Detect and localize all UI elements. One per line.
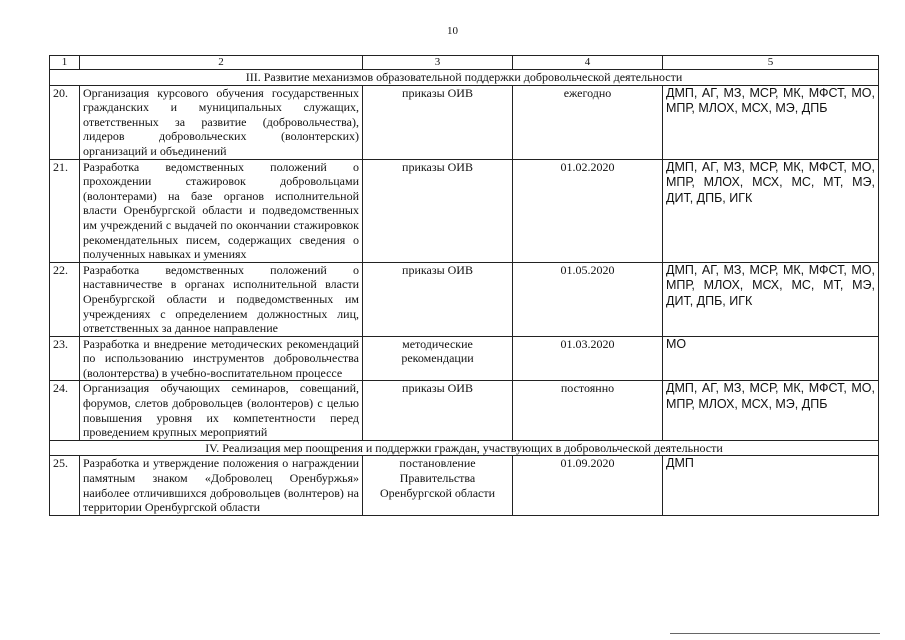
executors: ДМП, АГ, МЗ, МСР, МК, МФСТ, МО, МПР, МЛОХ, МСХ, МЭ, ДПБ — [663, 381, 879, 440]
column-header-3: 3 — [363, 56, 513, 70]
deadline: постоянно — [513, 381, 663, 440]
section-heading-row — [50, 70, 879, 86]
footer-rule — [670, 633, 880, 634]
table-row — [50, 262, 879, 336]
row-number: 20. — [50, 85, 80, 159]
table-row — [50, 85, 879, 159]
document-type: методические рекомендации — [363, 336, 513, 381]
row-number: 21. — [50, 159, 80, 262]
document-type: приказы ОИВ — [363, 381, 513, 440]
column-number-row — [50, 56, 879, 70]
activity-name: Разработка ведомственных положений о наставничестве в органах исполнительной власти Оренбургской области и подведомственных им учреждениях с определением должностных лиц, ответственных за данное направление — [80, 262, 363, 336]
row-number: 25. — [50, 456, 80, 515]
activity-name: Организация обучающих семинаров, совещаний, форумов, слетов добровольцев (волонтеров) с целью повышения уровня их компетентности перед проведением крупных мероприятий — [80, 381, 363, 440]
executors: ДМП, АГ, МЗ, МСР, МК, МФСТ, МО, МПР, МЛОХ, МСХ, МС, МТ, МЭ, ДИТ, ДПБ, ИГК — [663, 262, 879, 336]
activity-name: Разработка и внедрение методических рекомендаций по использованию инструментов добровольчества (волонтерства) в учебно-воспитательном процессе — [80, 336, 363, 381]
page-number: 10 — [447, 25, 458, 37]
row-number: 24. — [50, 381, 80, 440]
deadline: 01.03.2020 — [513, 336, 663, 381]
row-number: 22. — [50, 262, 80, 336]
table-row — [50, 456, 879, 515]
activity-name: Организация курсового обучения государственных гражданских и муниципальных служащих, ответственных за развитие (добровольчества), лидеров добровольческих (волонтерских) организаций и объединений — [80, 85, 363, 159]
document-type: приказы ОИВ — [363, 262, 513, 336]
table-row — [50, 381, 879, 440]
document-type: приказы ОИВ — [363, 85, 513, 159]
section-title: III. Развитие механизмов образовательной поддержки добровольческой деятельности — [50, 70, 879, 86]
table-row — [50, 159, 879, 262]
document-type: приказы ОИВ — [363, 159, 513, 262]
column-header-2: 2 — [80, 56, 363, 70]
column-header-4: 4 — [513, 56, 663, 70]
row-number: 23. — [50, 336, 80, 381]
deadline: 01.05.2020 — [513, 262, 663, 336]
table-row — [50, 336, 879, 381]
column-header-1: 1 — [50, 56, 80, 70]
section-title: IV. Реализация мер поощрения и поддержки граждан, участвующих в добровольческой деятельности — [50, 440, 879, 456]
executors: ДМП — [663, 456, 879, 515]
activity-name: Разработка ведомственных положений о прохождении стажировок добровольцами (волонтерами) на базе органов исполнительной власти Оренбургской области и подведомственных им учреждений с выдачей по окончании стажировкок рекомендательных писем, содержащих сведения о полученных навыках и умениях — [80, 159, 363, 262]
section-heading-row — [50, 440, 879, 456]
deadline: ежегодно — [513, 85, 663, 159]
executors: ДМП, АГ, МЗ, МСР, МК, МФСТ, МО, МПР, МЛОХ, МСХ, МЭ, ДПБ — [663, 85, 879, 159]
column-header-5: 5 — [663, 56, 879, 70]
deadline: 01.02.2020 — [513, 159, 663, 262]
deadline: 01.09.2020 — [513, 456, 663, 515]
document-type: постановление Правительства Оренбургской области — [363, 456, 513, 515]
executors: МО — [663, 336, 879, 381]
action-plan-table — [49, 55, 879, 516]
executors: ДМП, АГ, МЗ, МСР, МК, МФСТ, МО, МПР, МЛОХ, МСХ, МС, МТ, МЭ, ДИТ, ДПБ, ИГК — [663, 159, 879, 262]
activity-name: Разработка и утверждение положения о награждении памятным знаком «Доброволец Оренбуржья» наиболее отличившихся добровольцев (волнтеров) на территории Оренбургской области — [80, 456, 363, 515]
